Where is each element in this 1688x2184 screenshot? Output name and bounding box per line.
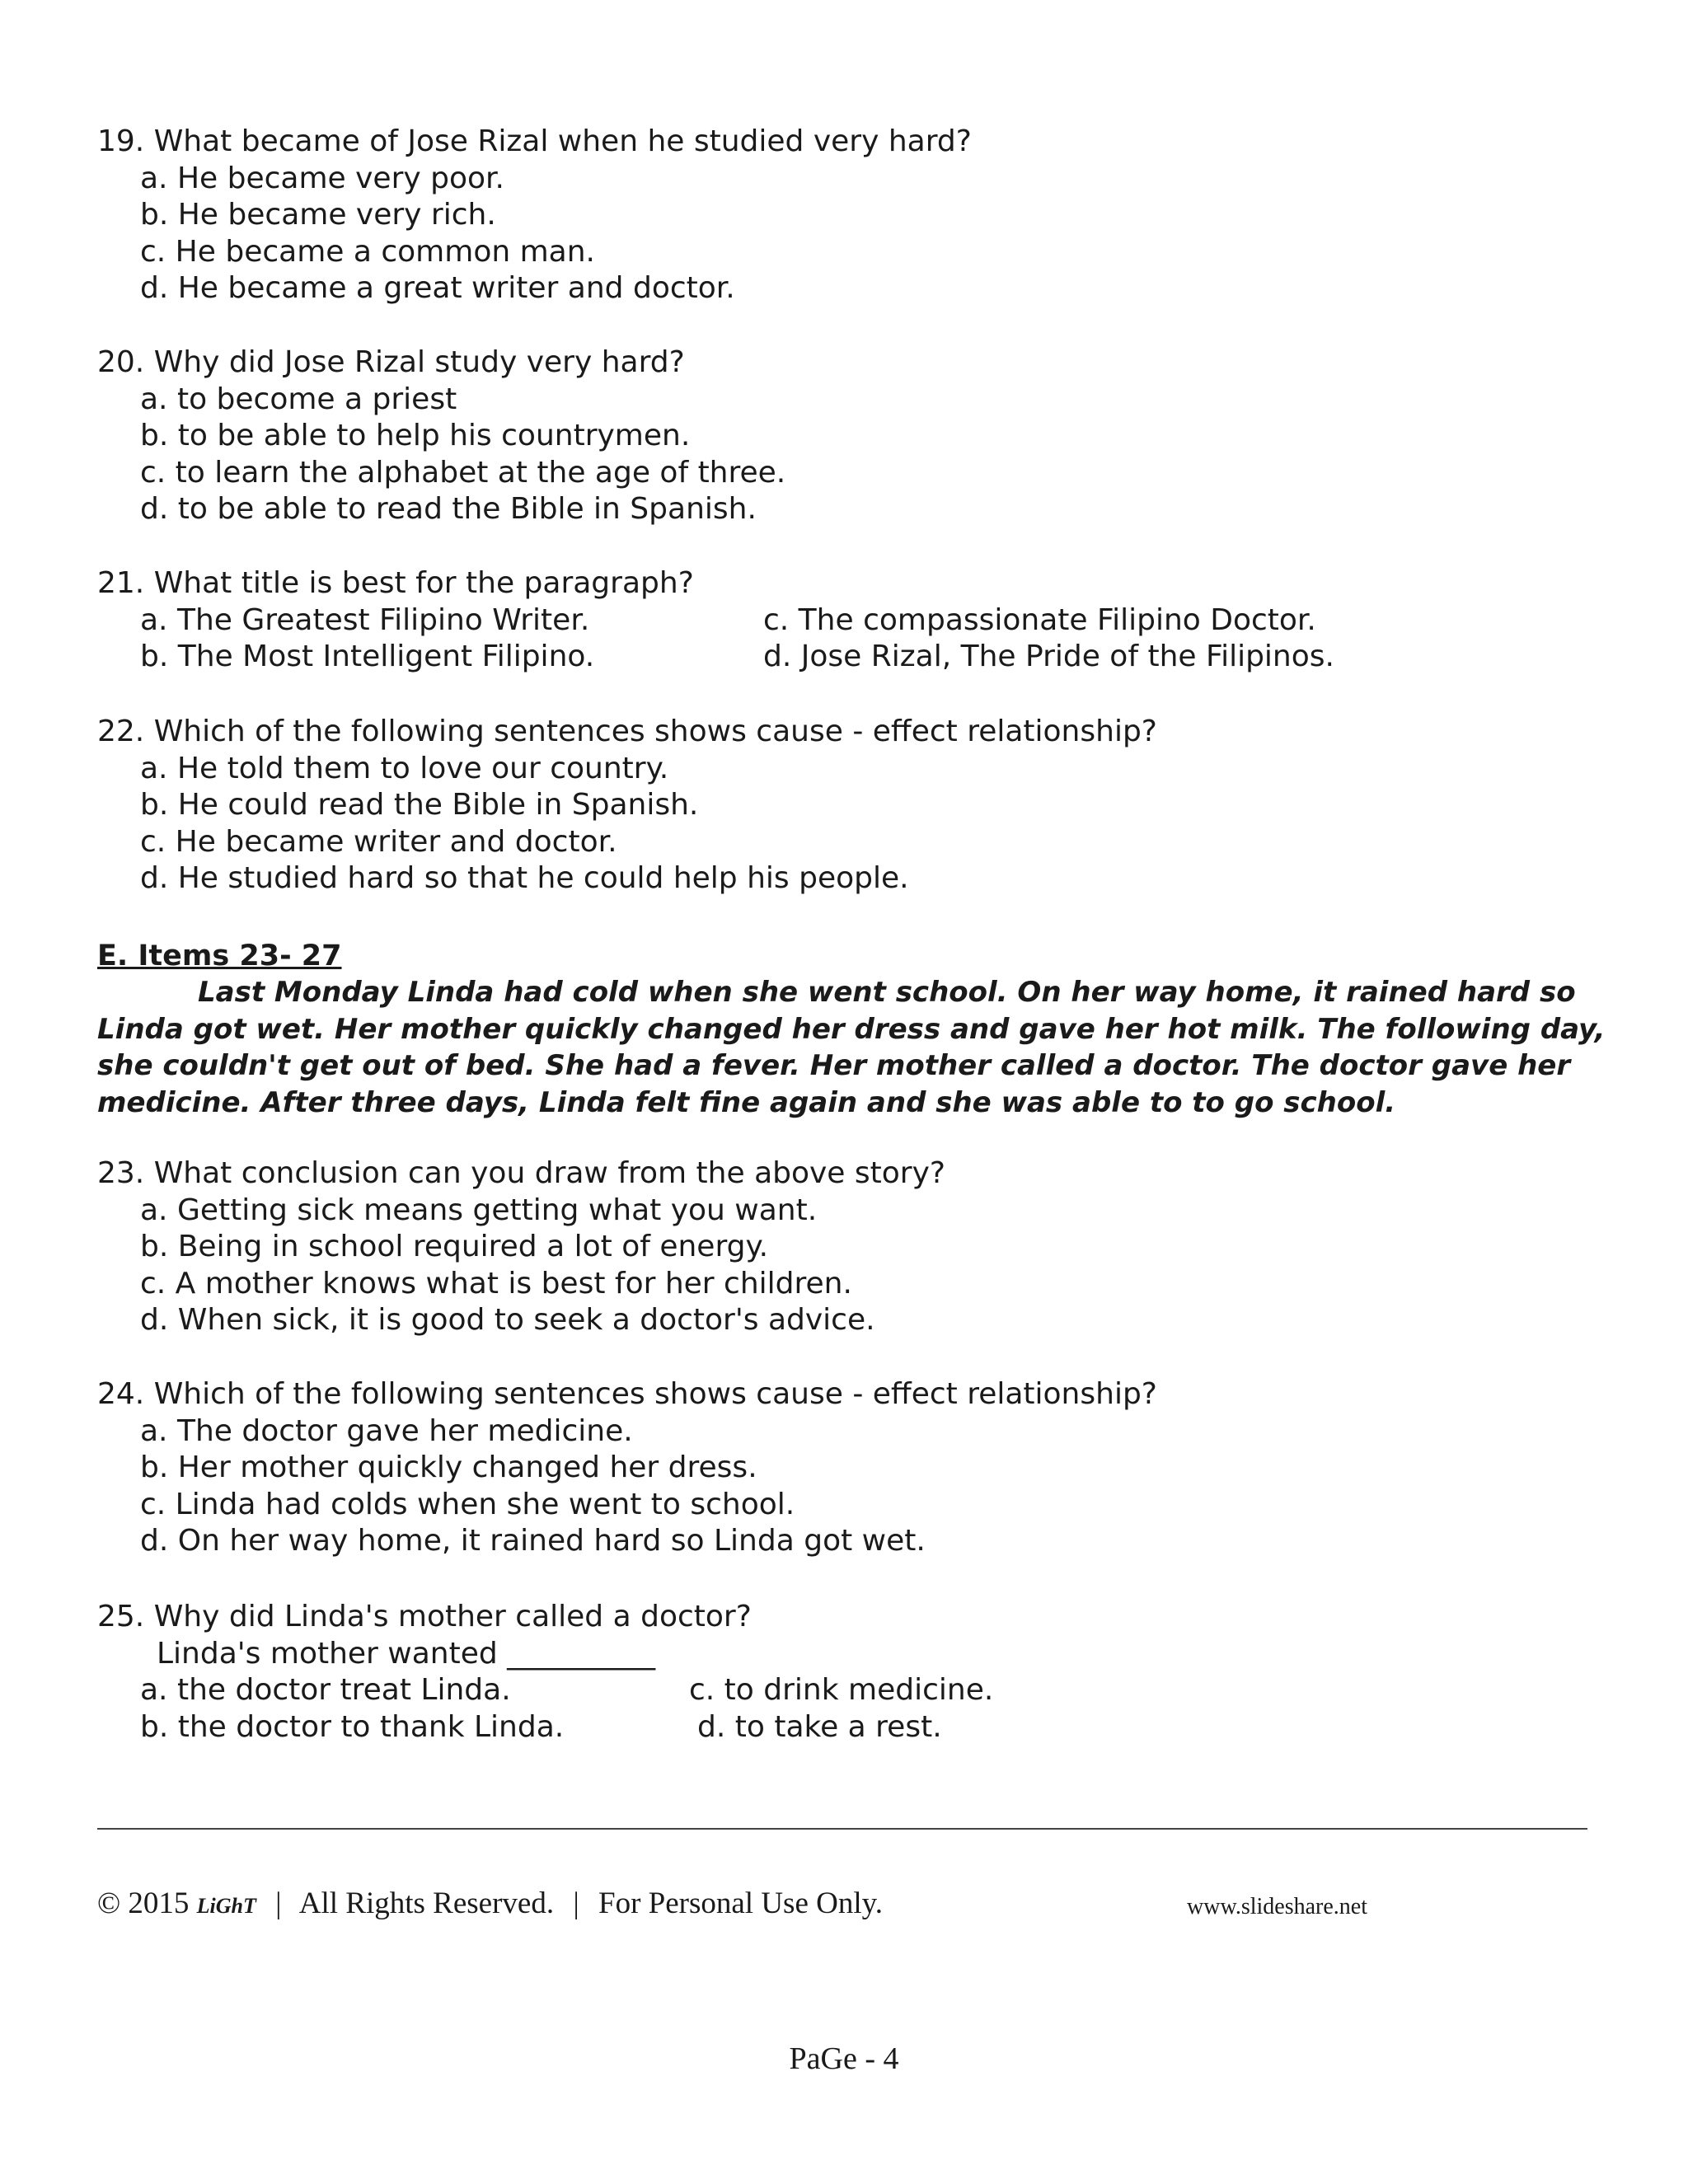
question-stem: 25. Why did Linda's mother called a doctor? <box>97 1600 752 1633</box>
option-a: a. Getting sick means getting what you want. <box>140 1193 818 1227</box>
options-row <box>97 1672 993 1709</box>
option-b: b. to be able to help his countrymen. <box>140 419 691 452</box>
page-number: PaGe - 4 <box>789 2041 899 2076</box>
option-c: c. He became writer and doctor. <box>140 824 617 859</box>
option-a: a. He told them to love our country. <box>140 751 669 785</box>
site-url: www.slideshare.net <box>1187 1894 1368 1919</box>
question-stem: 20. Why did Jose Rizal study very hard? <box>97 345 685 379</box>
option-d: d. He studied hard so that he could help his people. <box>140 861 909 895</box>
option-c: c. to drink medicine. <box>689 1673 994 1707</box>
option-a: a. the doctor treat Linda. <box>140 1673 511 1707</box>
question-24 <box>97 1376 1157 1560</box>
option-b: b. Her mother quickly changed her dress. <box>140 1451 757 1484</box>
reading-passage: Last Monday Linda had cold when she went school. On her way home, it rained hard so Linda got wet. Her mother quickly changed her dress and gave her hot milk. The following day, she couldn't get out of bed. She had a fever. Her mother called a doctor. The doctor gave her medicine. After three days, Linda felt fine again and she was able to to go school. <box>97 976 1606 1119</box>
options-row <box>97 639 1334 676</box>
option-d: d. He became a great writer and doctor. <box>140 271 735 305</box>
option-a: a. The Greatest Filipino Writer. <box>140 602 590 637</box>
question-23 <box>97 1155 945 1339</box>
option-c: c. The compassionate Filipino Doctor. <box>763 602 1316 637</box>
option-b: b. He became very rich. <box>140 198 496 232</box>
options-row <box>97 602 1334 640</box>
question-stem: 23. What conclusion can you draw from the above story? <box>97 1156 946 1190</box>
usage-text: For Personal Use Only. <box>598 1886 883 1920</box>
option-b: b. Being in school required a lot of energy. <box>140 1230 769 1263</box>
question-stem: 22. Which of the following sentences shows cause - effect relationship? <box>97 715 1157 748</box>
option-b: b. the doctor to thank Linda. <box>140 1709 565 1744</box>
question-stem: 21. What title is best for the paragraph? <box>97 566 694 600</box>
copyright-text: © 2015 <box>97 1886 190 1920</box>
option-c: c. A mother knows what is best for her children. <box>140 1266 852 1301</box>
question-25 <box>97 1599 993 1746</box>
question-stem: 24. Which of the following sentences shows cause - effect relationship? <box>97 1377 1157 1411</box>
brand-name: LiGhT <box>196 1894 256 1918</box>
option-c: c. to learn the alphabet at the age of three. <box>140 455 786 490</box>
option-b: b. He could read the Bible in Spanish. <box>140 788 699 822</box>
separator: | <box>573 1886 579 1920</box>
options-row <box>97 1709 993 1746</box>
option-c: c. He became a common man. <box>140 234 595 269</box>
option-a: a. He became very poor. <box>140 161 504 195</box>
option-b: b. The Most Intelligent Filipino. <box>140 640 595 673</box>
option-a: a. The doctor gave her medicine. <box>140 1413 633 1448</box>
option-a: a. to become a priest <box>140 382 457 416</box>
option-d: d. On her way home, it rained hard so Linda got wet. <box>140 1524 926 1558</box>
footer <box>97 1886 1498 1924</box>
rights-text: All Rights Reserved. <box>298 1886 555 1920</box>
divider-line <box>97 1828 1587 1830</box>
question-22 <box>97 714 1157 898</box>
question-stem: 19. What became of Jose Rizal when he studied very hard? <box>97 124 972 158</box>
option-d: d. to be able to read the Bible in Spanish. <box>140 492 757 526</box>
option-d: d. to take a rest. <box>697 1709 942 1744</box>
option-c: c. Linda had colds when she went to school. <box>140 1487 795 1521</box>
option-d: d. When sick, it is good to seek a doctor's advice. <box>140 1303 875 1337</box>
separator: | <box>275 1886 282 1920</box>
question-19 <box>97 124 972 307</box>
question-prompt: Linda's mother wanted __________ <box>157 1636 656 1671</box>
section-heading: E. Items 23- 27 <box>97 940 342 972</box>
option-d: d. Jose Rizal, The Pride of the Filipinos. <box>763 640 1334 673</box>
question-20 <box>97 344 785 528</box>
question-21 <box>97 565 1334 676</box>
